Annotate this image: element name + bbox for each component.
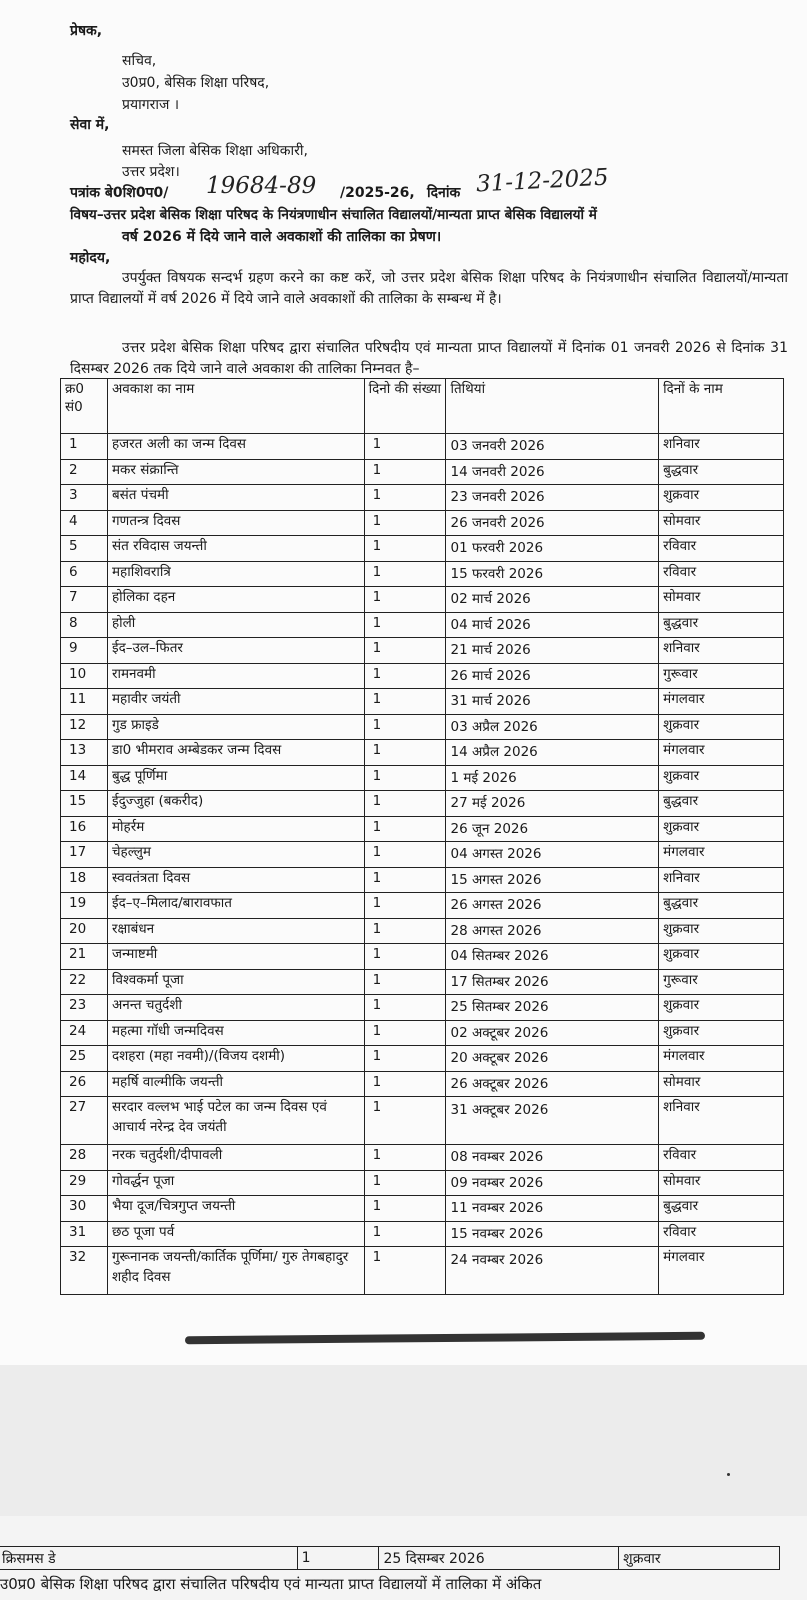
holiday-date: 26 अक्टूबर 2026: [446, 1071, 659, 1097]
serial-number: 31: [61, 1221, 108, 1247]
serial-number: 30: [61, 1196, 108, 1222]
holiday-date: 15 फरवरी 2026: [446, 561, 659, 587]
holiday-date: 21 मार्च 2026: [446, 638, 659, 664]
holiday-name: गुड फ्राइडे: [107, 714, 364, 740]
day-name: शनिवार: [659, 1097, 784, 1145]
day-count: 1: [297, 1547, 379, 1570]
holiday-name: छठ पूजा पर्व: [107, 1221, 364, 1247]
subject-line-2: वर्ष 2026 में दिये जाने वाले अवकाशों की तालिका का प्रेषण।: [122, 229, 442, 245]
holiday-table: [60, 378, 784, 1295]
day-name: सोमवार: [659, 510, 784, 536]
serial-number: 5: [61, 536, 108, 562]
day-name: शुक्रवार: [659, 765, 784, 791]
table-row: [61, 1170, 784, 1196]
holiday-date: 14 अप्रैल 2026: [446, 740, 659, 766]
reference-year: /2025-26,: [340, 185, 415, 201]
holiday-date: 03 जनवरी 2026: [446, 434, 659, 460]
serial-number: 2: [61, 459, 108, 485]
holiday-name: महत्मा गॉधी जन्मदिवस: [107, 1020, 364, 1046]
day-name: बुद्धवार: [659, 1196, 784, 1222]
holiday-date: 14 जनवरी 2026: [446, 459, 659, 485]
holiday-name: मकर संक्रान्ति: [107, 459, 364, 485]
day-name: रविवार: [659, 1145, 784, 1171]
day-count: 1: [364, 510, 446, 536]
serial-number: 18: [61, 867, 108, 893]
day-count: 1: [364, 1196, 446, 1222]
holiday-date: 15 अगस्त 2026: [446, 867, 659, 893]
day-name: सोमवार: [659, 1170, 784, 1196]
day-count: 1: [364, 944, 446, 970]
table-row: [61, 1196, 784, 1222]
day-count: 1: [364, 1020, 446, 1046]
holiday-name: होलिका दहन: [107, 587, 364, 613]
header-day-count: दिनो की संख्या: [364, 379, 446, 434]
day-name: शनिवार: [659, 434, 784, 460]
day-count: 1: [364, 867, 446, 893]
holiday-name: गणतन्त्र दिवस: [107, 510, 364, 536]
holiday-name: ईदुज्जुहा (बकरीद): [107, 791, 364, 817]
table-row: [61, 587, 784, 613]
sender-line-3: प्रयागराज ।: [122, 97, 180, 113]
holiday-name: ईद–उल–फितर: [107, 638, 364, 664]
day-count: 1: [364, 1221, 446, 1247]
serial-number: 4: [61, 510, 108, 536]
day-count: 1: [364, 459, 446, 485]
table-row: [61, 536, 784, 562]
to-line-1: समस्त जिला बेसिक शिक्षा अधिकारी,: [122, 143, 308, 159]
serial-number: 27: [61, 1097, 108, 1145]
serial-number: 14: [61, 765, 108, 791]
date-handwritten: 31-12-2025: [475, 164, 610, 198]
header-dates: तिथियां: [446, 379, 659, 434]
serial-number: 24: [61, 1020, 108, 1046]
serial-number: 28: [61, 1145, 108, 1171]
day-count: 1: [364, 1247, 446, 1295]
cut-off-text-line: उ0प्र0 बेसिक शिक्षा परिषद द्वारा संचालित परिषदीय एवं मान्यता प्राप्त विद्यालयों में तालिका में अंकित: [0, 1575, 542, 1593]
holiday-name: जन्माष्टमी: [107, 944, 364, 970]
holiday-name: स्ववतंत्रता दिवस: [107, 867, 364, 893]
day-count: 1: [364, 918, 446, 944]
day-name: मंगलवार: [659, 842, 784, 868]
table-row: [61, 918, 784, 944]
day-name: शुक्रवार: [659, 1020, 784, 1046]
serial-number: 12: [61, 714, 108, 740]
holiday-date: 02 मार्च 2026: [446, 587, 659, 613]
holiday-name: चेहल्लुम: [107, 842, 364, 868]
day-count: 1: [364, 1097, 446, 1145]
day-count: 1: [364, 612, 446, 638]
header-holiday-name: अवकाश का नाम: [107, 379, 364, 434]
holiday-name: अनन्त चतुर्दशी: [107, 995, 364, 1021]
to-label: सेवा में,: [70, 117, 110, 133]
table-row: [61, 689, 784, 715]
holiday-date: 04 अगस्त 2026: [446, 842, 659, 868]
serial-number: 13: [61, 740, 108, 766]
table-row: [61, 867, 784, 893]
day-count: 1: [364, 536, 446, 562]
day-count: 1: [364, 1071, 446, 1097]
serial-number: 15: [61, 791, 108, 817]
serial-number: 3: [61, 485, 108, 511]
day-name: बुद्धवार: [659, 791, 784, 817]
holiday-date: 26 जून 2026: [446, 816, 659, 842]
day-name: बुद्धवार: [659, 459, 784, 485]
holiday-date: 24 नवम्बर 2026: [446, 1247, 659, 1295]
serial-number: 11: [61, 689, 108, 715]
day-name: रविवार: [659, 1221, 784, 1247]
holiday-name: रामनवमी: [107, 663, 364, 689]
holiday-table-body: [61, 434, 784, 1295]
holiday-date: 01 फरवरी 2026: [446, 536, 659, 562]
day-name: रविवार: [659, 561, 784, 587]
holiday-name: बसंत पंचमी: [107, 485, 364, 511]
sender-label: प्रेषक,: [70, 23, 103, 39]
table-row: [61, 1071, 784, 1097]
day-count: 1: [364, 791, 446, 817]
holiday-date: 02 अक्टूबर 2026: [446, 1020, 659, 1046]
holiday-name: नरक चतुर्दशी/दीपावली: [107, 1145, 364, 1171]
serial-number: 22: [61, 969, 108, 995]
serial-number: 9: [61, 638, 108, 664]
serial-number: 29: [61, 1170, 108, 1196]
reference-number-handwritten: 19684-89: [206, 173, 317, 199]
paragraph-2: उत्तर प्रदेश बेसिक शिक्षा परिषद द्वारा संचालित परिषदीय एवं मान्यता प्राप्त विद्यालयों में दिनांक 01 जनवरी 2026 से दिनांक 31 दिसम्बर 2026 तक दिये जाने वाले अवकाश की तालिका निम्नवत है–: [70, 340, 788, 377]
day-name: बुद्धवार: [659, 612, 784, 638]
holiday-name: गुरूनानक जयन्ती/कार्तिक पूर्णिमा/ गुरु तेगबहादुर शहीद दिवस: [107, 1247, 364, 1295]
holiday-date: 27 मई 2026: [446, 791, 659, 817]
table-row: [61, 969, 784, 995]
holiday-date: 26 अगस्त 2026: [446, 893, 659, 919]
day-name: मंगलवार: [659, 1247, 784, 1295]
holiday-name: बुद्ध पूर्णिमा: [107, 765, 364, 791]
day-count: 1: [364, 434, 446, 460]
day-name: सोमवार: [659, 587, 784, 613]
day-count: 1: [364, 1170, 446, 1196]
day-count: 1: [364, 689, 446, 715]
day-count: 1: [364, 638, 446, 664]
day-count: 1: [364, 485, 446, 511]
table-row: [61, 561, 784, 587]
day-count: 1: [364, 1145, 446, 1171]
day-count: 1: [364, 995, 446, 1021]
holiday-name: क्रिसमस डे: [0, 1547, 297, 1570]
serial-number: 32: [61, 1247, 108, 1295]
day-name: शुक्रवार: [659, 944, 784, 970]
table-row: [61, 791, 784, 817]
holiday-date: 08 नवम्बर 2026: [446, 1145, 659, 1171]
holiday-date: 1 मई 2026: [446, 765, 659, 791]
table-row: [61, 995, 784, 1021]
day-count: 1: [364, 561, 446, 587]
to-line-2: उत्तर प्रदेश।: [122, 164, 180, 180]
day-name: सोमवार: [659, 1071, 784, 1097]
holiday-name: गोवर्द्धन पूजा: [107, 1170, 364, 1196]
holiday-date: 26 मार्च 2026: [446, 663, 659, 689]
table-row: [61, 765, 784, 791]
header-serial: क्र0 सं0: [61, 379, 108, 434]
subject-line-1: विषय–उत्तर प्रदेश बेसिक शिक्षा परिषद के नियंत्रणाधीन संचालित विद्यालयों/मान्यता प्राप्त बेसिक विद्यालयों में: [70, 207, 597, 223]
ink-stroke: [185, 1332, 705, 1345]
table-row: [61, 944, 784, 970]
table-row: [61, 434, 784, 460]
table-row: [61, 638, 784, 664]
holiday-name: रक्षाबंधन: [107, 918, 364, 944]
holiday-date: 23 जनवरी 2026: [446, 485, 659, 511]
day-name: गुरूवार: [659, 969, 784, 995]
day-count: 1: [364, 740, 446, 766]
holiday-name: डा0 भीमराव अम्बेडकर जन्म दिवस: [107, 740, 364, 766]
holiday-date: 04 मार्च 2026: [446, 612, 659, 638]
paragraph-1: उपर्युक्त विषयक सन्दर्भ ग्रहण करने का कष्ट करें, जो उत्तर प्रदेश बेसिक शिक्षा परिषद के नियंत्रणाधीन संचालित विद्यालयों/मान्यता प्राप्त विद्यालयों में वर्ष 2026 में दिये जाने वाले अवकाशों की तालिका के सम्बन्ध में है।: [70, 270, 788, 307]
table-row: [61, 1097, 784, 1145]
table-row: [61, 612, 784, 638]
table-row: [61, 1046, 784, 1072]
day-name: शनिवार: [659, 867, 784, 893]
holiday-name: महर्षि वाल्मीकि जयन्ती: [107, 1071, 364, 1097]
day-name: शुक्रवार: [619, 1547, 780, 1570]
serial-number: 10: [61, 663, 108, 689]
day-name: रविवार: [659, 536, 784, 562]
holiday-date: 28 अगस्त 2026: [446, 918, 659, 944]
day-count: 1: [364, 587, 446, 613]
serial-number: 1: [61, 434, 108, 460]
table-row: [61, 485, 784, 511]
table-row: [61, 1145, 784, 1171]
day-name: मंगलवार: [659, 740, 784, 766]
day-name: शनिवार: [659, 638, 784, 664]
holiday-name: ईद–ए–मिलाद/बारावफात: [107, 893, 364, 919]
table-row: [61, 1221, 784, 1247]
serial-number: 26: [61, 1071, 108, 1097]
day-count: 1: [364, 663, 446, 689]
day-name: शुक्रवार: [659, 995, 784, 1021]
table-row: [61, 816, 784, 842]
holiday-name: विश्वकर्मा पूजा: [107, 969, 364, 995]
table-row: [61, 842, 784, 868]
serial-number: 21: [61, 944, 108, 970]
serial-number: 19: [61, 893, 108, 919]
date-label: दिनांक: [427, 185, 461, 201]
day-name: शुक्रवार: [659, 485, 784, 511]
day-name: गुरूवार: [659, 663, 784, 689]
holiday-name: भैया दूज/चित्रगुप्त जयन्ती: [107, 1196, 364, 1222]
letter-page-2: [0, 1516, 807, 1600]
table-row: [61, 1020, 784, 1046]
sender-line-2: उ0प्र0, बेसिक शिक्षा परिषद,: [122, 75, 270, 91]
day-count: 1: [364, 714, 446, 740]
serial-number: 17: [61, 842, 108, 868]
holiday-date: 31 अक्टूबर 2026: [446, 1097, 659, 1145]
header-day-name: दिनों के नाम: [659, 379, 784, 434]
table-row: [61, 714, 784, 740]
holiday-date: 03 अप्रैल 2026: [446, 714, 659, 740]
holiday-date: 17 सितम्बर 2026: [446, 969, 659, 995]
serial-number: 7: [61, 587, 108, 613]
holiday-date: 15 नवम्बर 2026: [446, 1221, 659, 1247]
holiday-name: हजरत अली का जन्म दिवस: [107, 434, 364, 460]
day-name: शुक्रवार: [659, 714, 784, 740]
speck: [727, 1473, 730, 1476]
table-row: [61, 459, 784, 485]
table-row: [0, 1547, 780, 1570]
continued-table: [0, 1546, 780, 1570]
holiday-date: 26 जनवरी 2026: [446, 510, 659, 536]
table-row: [61, 663, 784, 689]
day-count: 1: [364, 893, 446, 919]
holiday-date: 31 मार्च 2026: [446, 689, 659, 715]
holiday-name: दशहरा (महा नवमी)/(विजय दशमी): [107, 1046, 364, 1072]
salutation: महोदय,: [70, 250, 111, 266]
serial-number: 16: [61, 816, 108, 842]
day-count: 1: [364, 816, 446, 842]
holiday-name: संत रविदास जयन्ती: [107, 536, 364, 562]
serial-number: 25: [61, 1046, 108, 1072]
holiday-date: 20 अक्टूबर 2026: [446, 1046, 659, 1072]
serial-number: 8: [61, 612, 108, 638]
holiday-name: सरदार वल्लभ भाई पटेल का जन्म दिवस एवं आचार्य नरेन्द्र देव जयंती: [107, 1097, 364, 1145]
day-count: 1: [364, 1046, 446, 1072]
reference-prefix: पत्रांक बे0शि0प0/: [70, 185, 169, 201]
holiday-date: 09 नवम्बर 2026: [446, 1170, 659, 1196]
holiday-date: 11 नवम्बर 2026: [446, 1196, 659, 1222]
holiday-date: 04 सितम्बर 2026: [446, 944, 659, 970]
day-name: मंगलवार: [659, 1046, 784, 1072]
day-count: 1: [364, 765, 446, 791]
holiday-name: मोहर्रम: [107, 816, 364, 842]
day-name: बुद्धवार: [659, 893, 784, 919]
sender-line-1: सचिव,: [122, 53, 157, 69]
table-row: [61, 893, 784, 919]
day-count: 1: [364, 969, 446, 995]
day-name: मंगलवार: [659, 689, 784, 715]
holiday-name: महावीर जयंती: [107, 689, 364, 715]
serial-number: 20: [61, 918, 108, 944]
day-name: शुक्रवार: [659, 918, 784, 944]
table-header-row: [61, 379, 784, 434]
table-row: [61, 740, 784, 766]
serial-number: 6: [61, 561, 108, 587]
holiday-name: महाशिवरात्रि: [107, 561, 364, 587]
holiday-date: 25 सितम्बर 2026: [446, 995, 659, 1021]
day-name: शुक्रवार: [659, 816, 784, 842]
table-row: [61, 1247, 784, 1295]
table-row: [61, 510, 784, 536]
serial-number: 23: [61, 995, 108, 1021]
holiday-date: 25 दिसम्बर 2026: [379, 1547, 619, 1570]
holiday-name: होली: [107, 612, 364, 638]
day-count: 1: [364, 842, 446, 868]
